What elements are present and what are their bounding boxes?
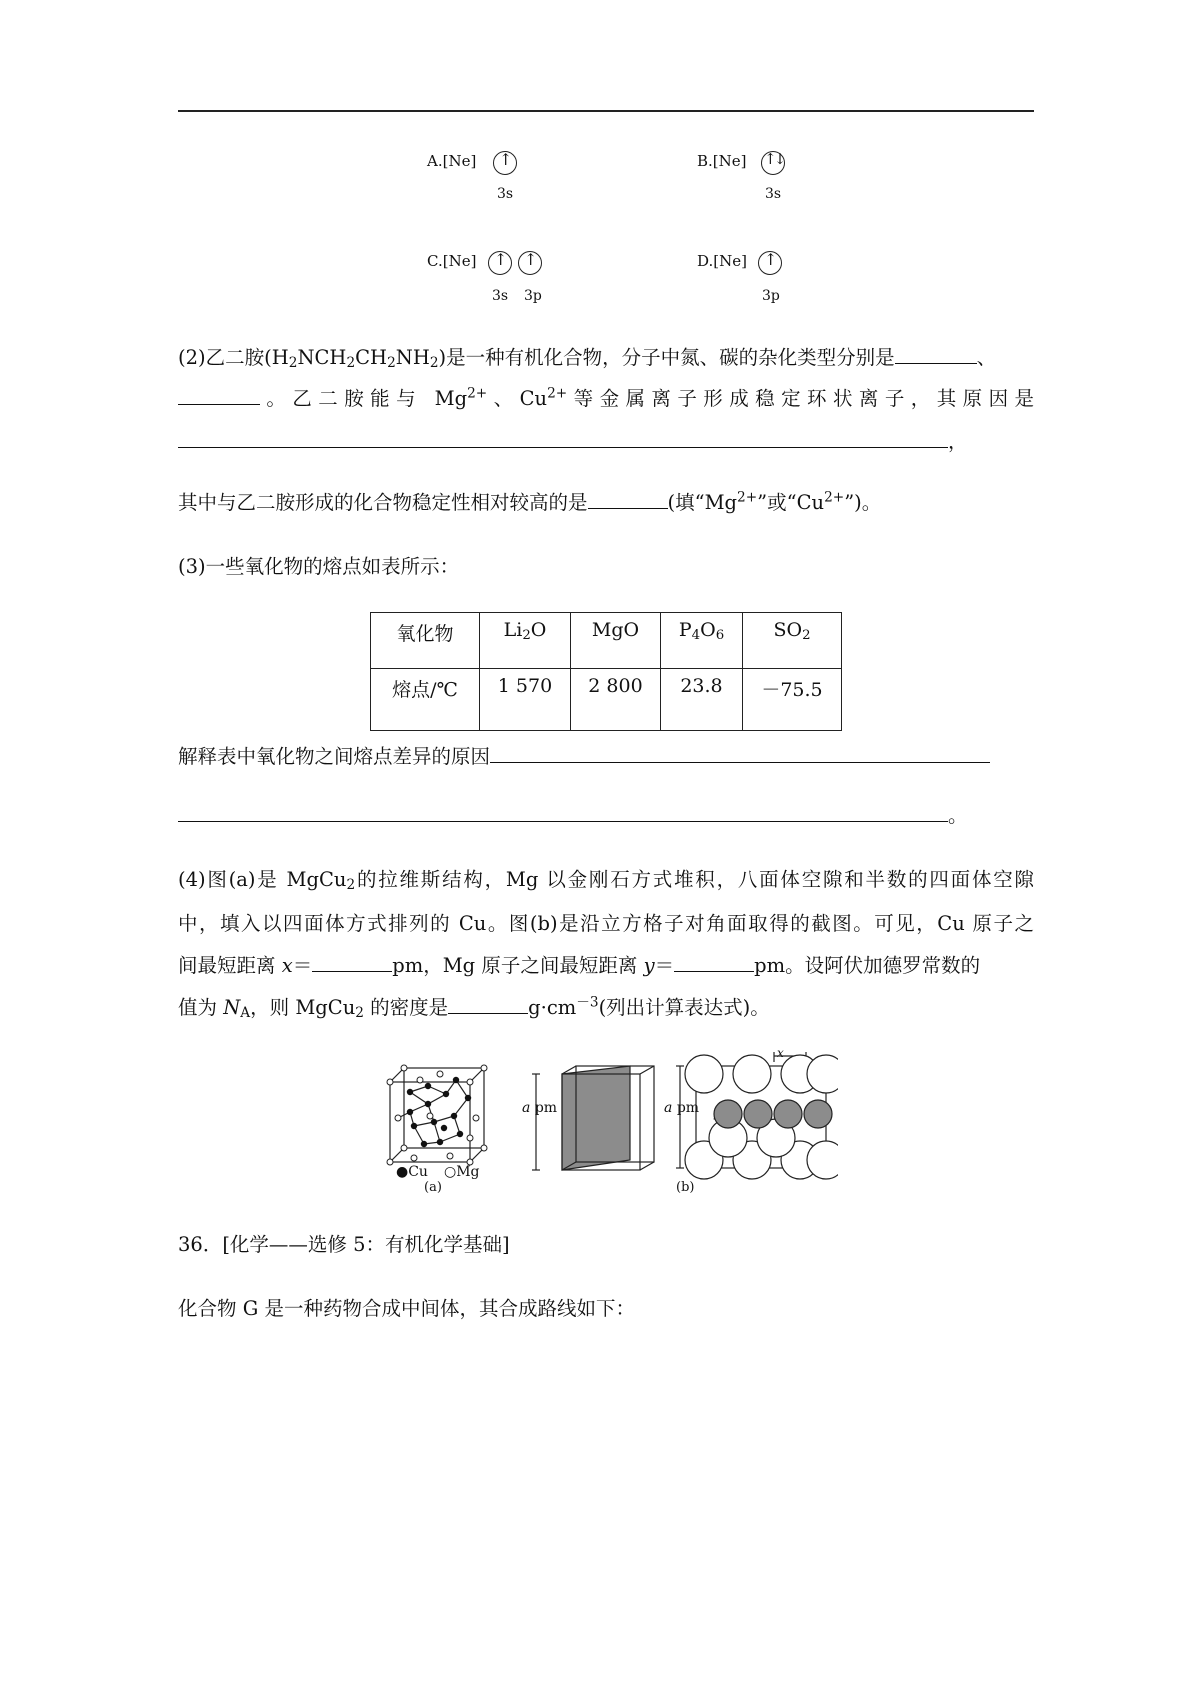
table-cell-mp-2: 2 800 [571,669,661,731]
blank-n-hybrid[interactable] [895,343,977,364]
q4-line-2: 中，填入以四面体方式排列的 Cu。图(b)是沿立方格子对角面取得的截图。可见，Cu 原子之 [178,912,1034,935]
cross-section-dimension-label: a pm [664,1100,700,1116]
melting-point-table [370,612,842,731]
orbital-arrow-a: ↑ [499,150,513,169]
q2-line-3: ， [178,427,968,457]
blank-x[interactable] [312,951,392,972]
figure-a-label: (a) [424,1180,442,1195]
legend-mg: ○Mg [444,1164,480,1180]
option-c-subshell-2: 3p [524,288,542,304]
blank-c-hybrid[interactable] [178,384,260,405]
q4-line-4: 值为 $N_A$，则 MgCu$_2$ 的密度是 $g\cdot cm^{-3}$(列出计算表达式)。 [178,994,770,1021]
q36-intro: 化合物 G 是一种药物合成中间体，其合成路线如下： [178,1297,635,1320]
q4-line-3: 间最短距离 x＝ pm，Mg 原子之间最短距离 y＝ pm。设阿伏加德罗常数的 [178,951,1034,981]
orbital-arrow-b: ↑↓ [764,150,784,168]
table-cell-compound-2: MgO [571,613,661,669]
q36-title: 36．[化学——选修 5：有机化学基础] [178,1233,510,1256]
figure-b-label: (b) [676,1180,695,1195]
table-cell-compound-3: $P_4O_6$ [661,613,743,669]
blank-y[interactable] [674,951,754,972]
cube-diagonal-plane [532,1062,662,1180]
option-c-subshell-1: 3s [492,288,509,304]
table-cell-compound-1: $Li_2O$ [480,613,571,669]
cube-dimension-label: a pm [522,1100,558,1116]
option-a-label: A.[Ne] [427,152,477,170]
option-d-label: D.[Ne] [697,252,747,270]
option-a-subshell: 3s [497,186,514,202]
table-cell-compound-4: $SO_2$ [743,613,842,669]
option-b-subshell: 3s [765,186,782,202]
table-row [371,613,842,669]
figure-b-cross-section [670,1050,838,1182]
q2-line-4: 其中与乙二胺形成的化合物稳定性相对较高的是 (填“$Mg^{2+}$”或“$Cu^{2+}$”)。 [178,489,882,514]
table-cell-mp-3: 23.8 [661,669,743,731]
q3-explain-line: 解释表中氧化物之间熔点差异的原因 [178,742,990,772]
option-d-subshell: 3p [762,288,780,304]
blank-explain-2[interactable] [178,801,948,822]
blank-explain-1[interactable] [490,742,990,763]
option-b-label: B.[Ne] [697,152,747,170]
q3-explain-line-2: 。 [178,801,968,831]
table-row [371,669,842,731]
blank-stability[interactable] [588,488,668,509]
q2-line-2: 。乙二胺能与 $Mg^{2+}$、$Cu^{2+}$等金属离子形成稳定环状离子，其原因是 [178,384,1034,414]
blank-reason[interactable] [178,427,948,448]
orbital-arrow-c1: ↑ [494,250,508,269]
header-rule [178,110,1034,112]
option-c-label: C.[Ne] [427,252,477,270]
table-cell-mp-1: 1 570 [480,669,571,731]
table-cell-mp-4: －75.5 [743,669,842,731]
orbital-arrow-d: ↑ [764,250,778,269]
table-header-label: 氧化物 [371,613,480,669]
legend-cu: ●Cu [396,1164,428,1180]
q3-intro: (3)一些氧化物的熔点如表所示： [178,555,460,578]
q4-line-1: (4)图(a)是 MgCu$_2$的拉维斯结构，Mg 以金刚石方式堆积，八面体空隙和半数的四面体空隙 [178,868,1035,893]
q2-line-1: (2)乙二胺$(H_2NCH_2CH_2NH_2)$是一种有机化合物，分子中氮、碳的杂化类型分别是 、 [178,343,996,373]
blank-density[interactable] [448,993,528,1014]
table-row-label: 熔点/℃ [371,669,480,731]
x-distance-label: x [777,1046,784,1060]
orbital-arrow-c2: ↑ [524,250,538,269]
